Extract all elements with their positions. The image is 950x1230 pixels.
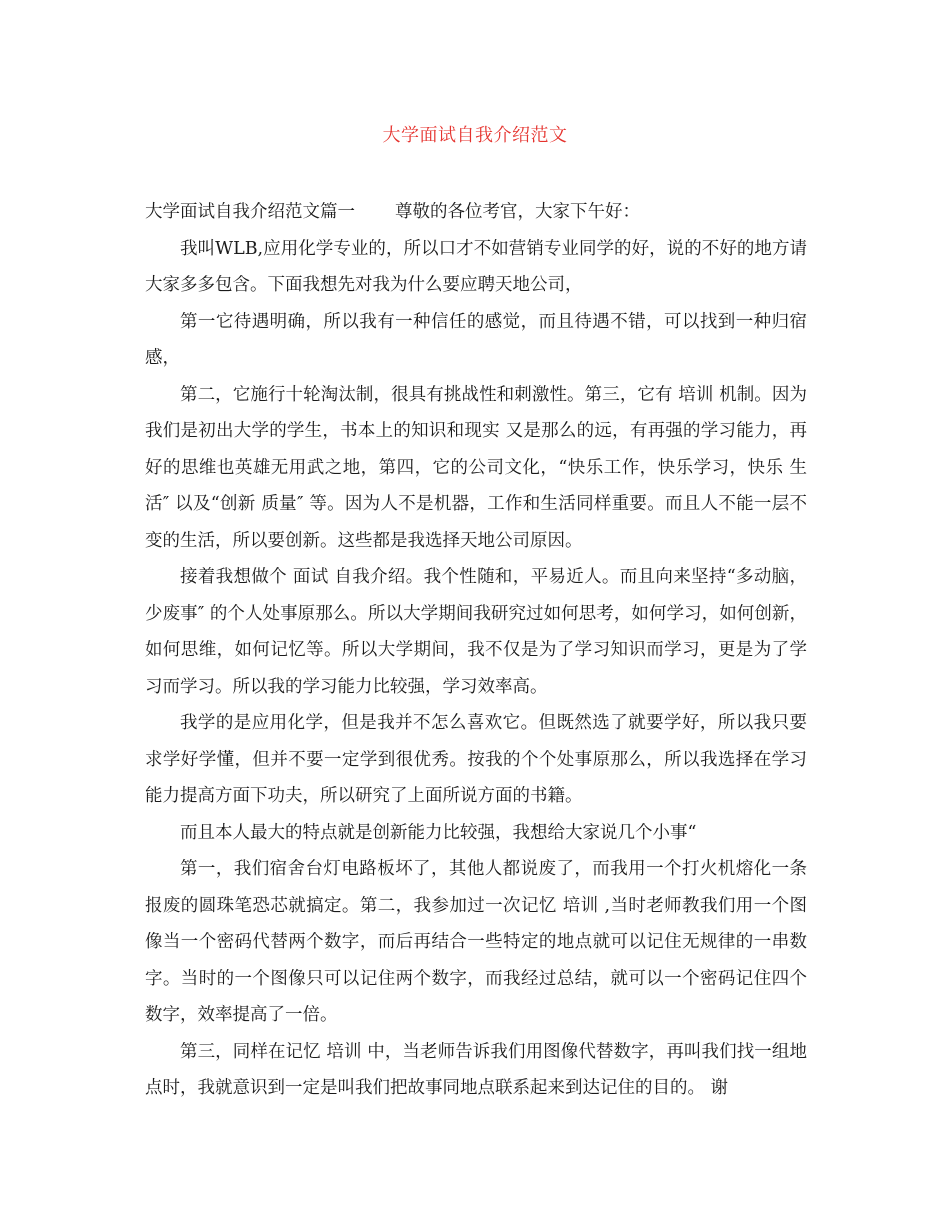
- paragraph-5: 我学的是应用化学，但是我并不怎么喜欢它。但既然选了就要学好，所以我只要求学好学懂，但并不要一定学到很优秀。按我的个个处事原那么，所以我选择在学习能力提高方面下功夫，所以研究了上面所说方面的书籍。: [145, 713, 807, 806]
- paragraph-7: 第一，我们宿舍台灯电路板坏了，其他人都说废了，而我用一个打火机熔化一条报废的圆珠笔恐芯就搞定。第二，我参加过一次记忆 培训 ,当时老师教我们用一个图像当一个密码代替两个数字，而后再结合一些特定的地点就可以记住无规律的一串数字。当时的一个图像只可以记住两个数字，而我经过总结，就可以一个密码记住四个数字，效率提高了一倍。: [145, 859, 807, 1025]
- paragraph-6: 而且本人最大的特点就是创新能力比较强，我想给大家说几个小事“: [180, 822, 697, 843]
- paragraph-3: 第二，它施行十轮淘汰制，很具有挑战性和刺激性。第三，它有 培训 机制。因为我们是初出大学的学生，书本上的知识和现实 又是那么的远，有再强的学习能力，再好的思维也英雄无用武之地，第四，它的公司文化，“快乐工作，快乐学习，快乐 生活″ 以及“创新 质量″ 等。因为人不是机器，工作和生活同样重要。而且人不能一层不变的生活，所以要创新。这些都是我选择天地公司原因。: [145, 384, 807, 551]
- opening-line: [145, 194, 807, 231]
- greeting: 尊敬的各位考官，大家下午好：: [395, 202, 640, 222]
- paragraph-4: 接着我想做个 面试 自我介绍。我个性随和，平易近人。而且向来坚持“多动脑，少废事″ 的个人处事原那么。所以大学期间我研究过如何思考，如何学习，如何创新，如何思维，如何记忆等。所以大学期间，我不仅是为了学习知识而学习，更是为了学习而学习。所以我的学习能力比较强，学习效率高。: [145, 567, 807, 697]
- section-heading: 大学面试自我介绍范文篇一: [145, 202, 355, 222]
- paragraph-8: 第三，同样在记忆 培训 中，当老师告诉我们用图像代替数字，再叫我们找一组地点时，我就意识到一定是叫我们把故事同地点联系起来到达记住的目的。 谢: [145, 1041, 807, 1098]
- paragraph-2: 第一它待遇明确，所以我有一种信任的感觉，而且待遇不错，可以找到一种归宿感，: [145, 311, 807, 368]
- document-title: 大学面试自我介绍范文: [382, 125, 568, 146]
- paragraph-1: 我叫WLB,应用化学专业的，所以口才不如营销专业同学的好，说的不好的地方请大家多多包含。下面我想先对我为什么要应聘天地公司，: [145, 238, 807, 295]
- document-body: [145, 194, 807, 1107]
